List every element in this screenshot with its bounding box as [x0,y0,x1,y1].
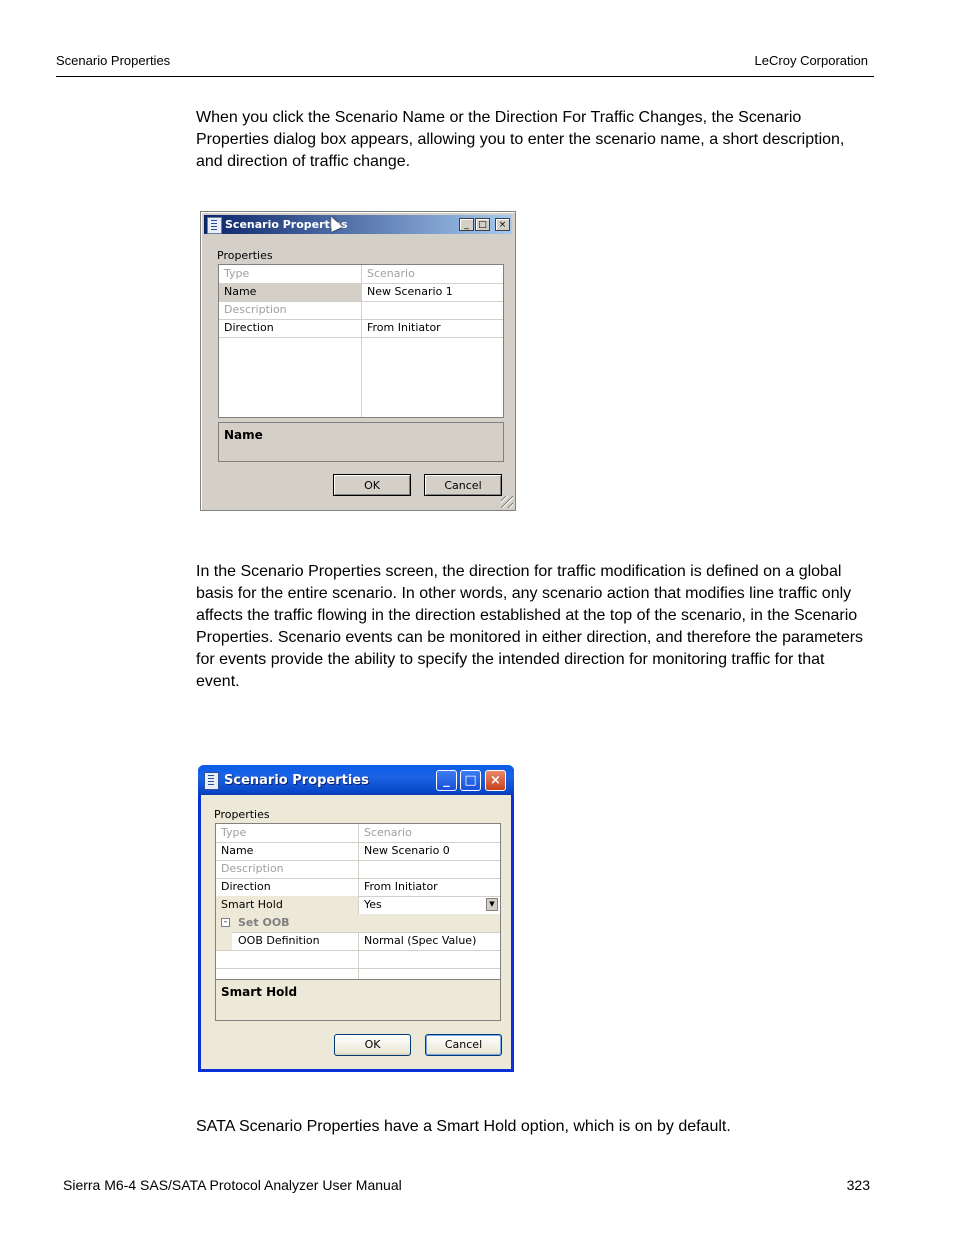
scenario-properties-dialog-xp [198,765,514,1072]
intro-paragraph: When you click the Scenario Name or the Direction For Traffic Changes, the Scenario Properties dialog box appears, allowing you to enter the scenario name, a short description, and direction of traffic change. [196,109,845,170]
minimize-button[interactable]: _ [459,218,474,231]
grid-row-type[interactable]: Type Scenario [216,824,500,843]
collapse-icon[interactable]: - [221,918,230,927]
grid-row-direction[interactable]: Direction From Initiator [216,878,500,897]
dropdown-arrow-icon[interactable]: ▼ [486,898,498,911]
ok-button[interactable]: OK [334,1034,411,1056]
smart-hold-paragraph: SATA Scenario Properties have a Smart Hold option, which is on by default. [196,1118,731,1135]
properties-label: Properties [214,808,270,821]
app-icon [207,217,222,234]
grid-row-smart-hold[interactable]: Smart Hold Yes ▼ [216,896,500,915]
properties-label: Properties [217,249,273,262]
grid-row-direction[interactable]: Direction From Initiator [219,319,503,338]
property-description-box [216,979,500,1020]
grid-row-name[interactable]: Name New Scenario 0 [216,842,500,861]
footer-manual-title: Sierra M6-4 SAS/SATA Protocol Analyzer User Manual [63,1177,402,1193]
grid-row-type[interactable]: Type Scenario [219,265,503,284]
close-button[interactable]: × [485,770,506,791]
description-title: Name [224,428,263,442]
property-description-box [218,422,504,462]
grid-category-set-oob[interactable]: - Set OOB [216,914,500,933]
dialog-title: Scenario Properties [225,218,348,231]
dialog-title: Scenario Properties [224,773,369,788]
grid-row-empty [216,950,500,969]
app-icon [204,772,219,790]
cancel-button[interactable]: Cancel [424,474,502,496]
running-header-company: LeCroy Corporation [754,53,868,68]
dialog-title-bar[interactable] [204,215,512,234]
property-grid[interactable] [218,264,504,418]
grid-row-name[interactable]: Name New Scenario 1 [219,283,503,302]
grid-row-description[interactable]: Description [219,301,503,320]
grid-row-description[interactable]: Description [216,860,500,879]
description-title: Smart Hold [221,985,298,999]
running-header-title: Scenario Properties [56,53,171,68]
close-button[interactable]: × [495,218,510,231]
maximize-button[interactable]: □ [475,218,490,231]
dialog-title-bar[interactable] [198,765,514,795]
header-rule [56,76,874,77]
resize-grip-icon[interactable] [501,496,513,508]
grid-row-oob-definition[interactable]: OOB Definition Normal (Spec Value) [216,932,500,951]
direction-paragraph: In the Scenario Properties screen, the direction for traffic modification is defined on a global basis for the entire scenario. In other words, any scenario action that modifies line traffic only affects the traffic flowing in the direction established at the top of the scenario, in the Scenario Properties. Scenario events can be monitored in either direction, and therefore the parameters for events provide the ability to specify the intended direction for monitoring traffic for that event. [196,563,864,690]
maximize-button[interactable]: □ [460,770,481,791]
scenario-properties-dialog-classic [200,211,516,511]
minimize-button[interactable]: _ [436,770,457,791]
property-grid[interactable] [215,823,501,1021]
ok-button[interactable]: OK [333,474,411,496]
cancel-button[interactable]: Cancel [425,1034,502,1056]
page-number: 323 [846,1177,870,1193]
